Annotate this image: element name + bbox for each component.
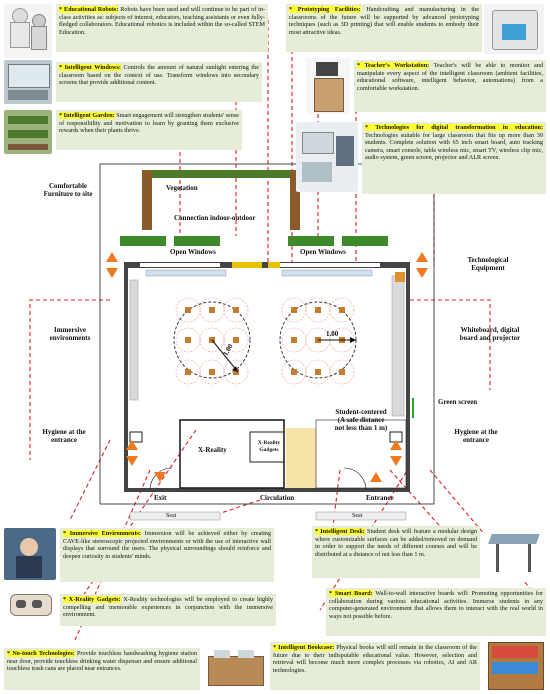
vr-headset-image [4, 584, 56, 624]
sink-station-image [204, 646, 266, 688]
label-xreality: X-Reality [198, 446, 227, 454]
note-no-touch: * No-touch Technologies: Provide touchless handwashing hygiene station near door, provide touchless drinking water dispenser and ensure additional touchless trash cans are placed near entrances. [4, 648, 200, 690]
note-xreality: * X-Reality Gadgets: X-Reality technologies will be employed to create highly compelling and memorable experiences in conjunction with the immersive environment. [60, 594, 276, 626]
label-hygiene-left: Hygiene at the entrance [42, 428, 86, 444]
note-intelligent-windows: * Intelligent Windows: Controls the amount of natural sunlight entering the classroom based on the context of use. Transform windows into secondary screens that provide additional content. [56, 62, 262, 102]
note-smart-board: * Smart Board: Wall-to-wall interactive boards will: Promoting opportunities for collaboration during various educational activities. Immerse students in any computer-generated environment that allows them to interact with the real world in ways not possible before. [326, 588, 546, 636]
label-distance-left: 1.00 [221, 342, 235, 358]
right-wall [406, 262, 410, 490]
note-technologies: * Technologies for digital transformation in education: Technologies suitable for large classroom that fits up more than 30 students. Complete solution with 65 inch smart board, auto tracking camera, smart console, table wireless mic, smart TV, wireless clip mic, audio system, green screen, projector and ALR screen. [362, 122, 546, 194]
label-open-windows-right: Open Windows [300, 248, 346, 256]
note-teachers-workstation: * Teacher's Workstation: Teacher's will be able to monitor and manipulate every aspect of the intelligent classroom (ambient facilities, educational software, intelligent behavior, automations) from a comfortable workstation. [354, 60, 546, 112]
note-intelligent-garden: * Intelligent Garden: Smart engagement will strengthen students' sense of responsibility and motivation to learn by granting them exclusive rewards when their plants thrive. [56, 110, 242, 150]
label-whiteboard: Whiteboard, digital board and projector [459, 326, 521, 342]
windows-image [4, 60, 52, 104]
desk-image [484, 520, 546, 580]
label-hygiene-right: Hygiene at the entrance [454, 428, 498, 444]
label-vegetation: Vegetation [166, 184, 198, 192]
garden-image [4, 110, 52, 154]
label-circulation: Circulation [260, 494, 295, 502]
note-educational-robots: * Educational Robots: Robots have been used and will continue to be part of in-class activities as: subjects of interest, educators, teaching assistants or even fully-fledged collaborators. Educational robotics is included within the so-called STEM Education. [56, 4, 268, 52]
label-open-windows-left: Open Windows [170, 248, 216, 256]
classroom-tech-image [296, 122, 358, 192]
desk-cluster-right [280, 298, 356, 384]
label-tech-equipment: Technological Equipment [467, 256, 509, 272]
bookcase-image [484, 640, 546, 690]
label-xreality-gadgets: X-Reality Gadgets [257, 440, 281, 453]
label-comfortable: Comfortable Furniture to site [43, 182, 93, 198]
left-wall [124, 262, 128, 490]
label-connection: Connection indoor-outdoor [174, 214, 256, 222]
label-entrance: Entrance [366, 494, 394, 502]
label-green-screen: Green screen [438, 398, 478, 406]
desk-cluster-left [174, 298, 250, 384]
note-immersive: * Immersive Environments: Immersion will be achieved either by creating CAVE-like stereoscopic projected environments or with the use of interactive wall displays that surround the users. The physical surroundings should reinforce and deepen curiosity in students' minds. [60, 528, 274, 582]
circulation-path [286, 428, 316, 488]
vegetation-top [146, 170, 296, 178]
label-distance-right: 1.00 [326, 330, 339, 338]
workstation-image [306, 58, 350, 114]
note-prototyping: * Prototyping Facilities: Handcrafting and manufacturing in the classrooms of the future will be supported by advanced prototyping techniques (such as 3D printing) that will enable students to embody their most attractive ideas. [286, 4, 482, 52]
label-exit: Exit [154, 494, 167, 502]
robot-image [4, 4, 52, 58]
note-intelligent-bookcase: * Intelligent Bookcase: Physical books will still remain in the classroom of the future due to their indisputable educational value. However, selection and retrieval will become much more complex processes via robotics, AI and AR technologies. [270, 642, 480, 690]
green-screen-bar [412, 398, 414, 418]
note-intelligent-desk: * Intelligent Desk: Student desk will feature a modular design where customizable surfaces can be added/removed on demand in order to support the needs of different courses and will be distributed at a distance of not less than 1 m. [312, 526, 480, 578]
label-seat-left: Seat [166, 513, 177, 519]
label-immersive-env: Immersive environments [49, 326, 91, 342]
label-student-centered: Student-centered (A safe distance not less than 1 m) [334, 408, 388, 432]
printer-image [484, 4, 544, 54]
label-seat-right: Seat [352, 513, 363, 519]
immersive-image [4, 528, 56, 580]
